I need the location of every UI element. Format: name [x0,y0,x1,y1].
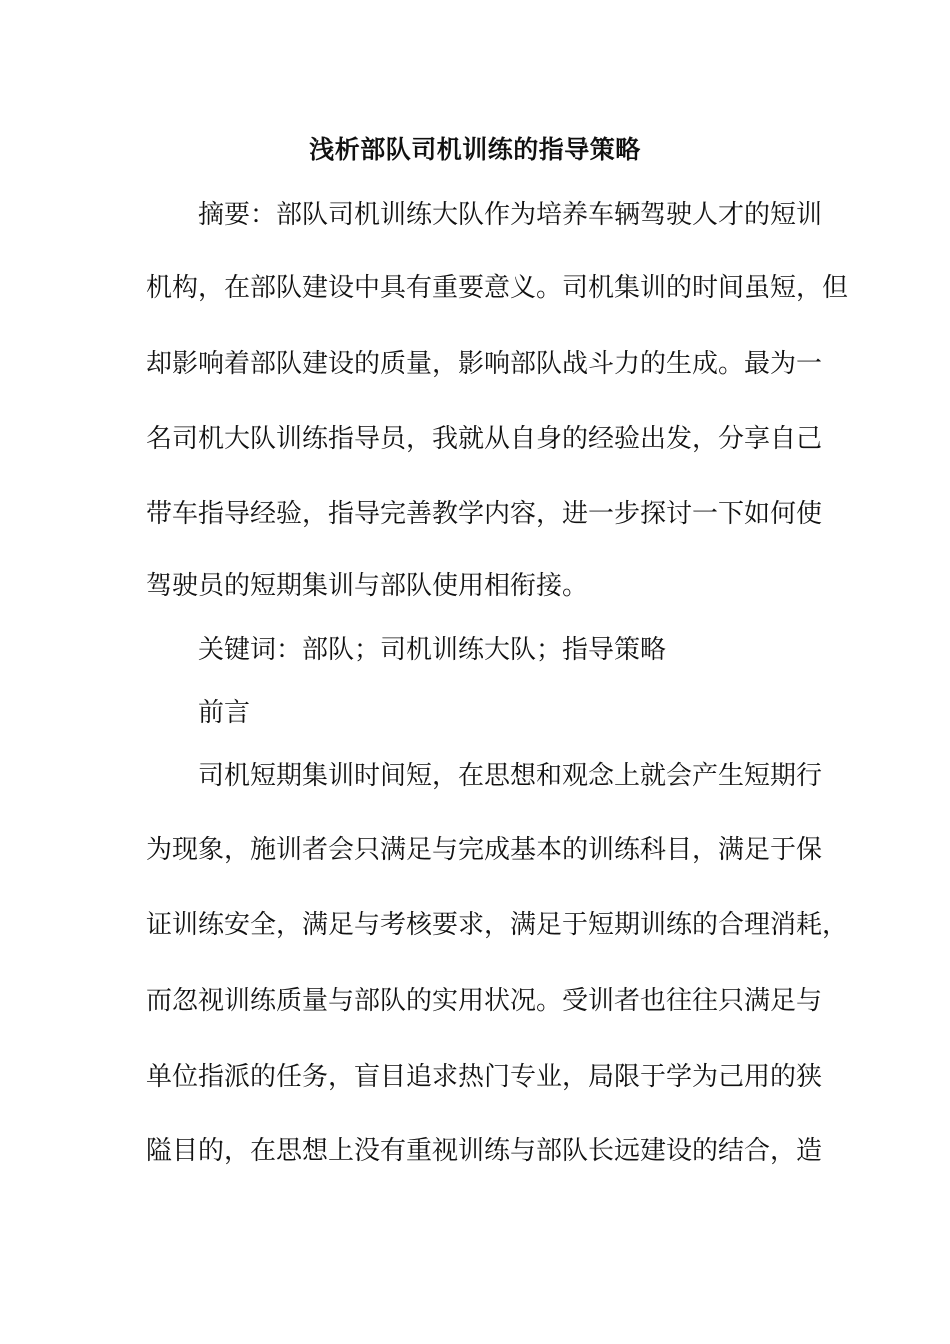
abstract-line: 机构，在部队建设中具有重要意义。司机集训的时间虽短，但 [146,273,849,303]
abstract-line: 名司机大队训练指导员，我就从自身的经验出发，分享自己 [146,424,823,454]
abstract-line: 带车指导经验，指导完善教学内容，进一步探讨一下如何使 [146,499,823,529]
abstract-line: 摘要：部队司机训练大队作为培养车辆驾驶人才的短训 [198,200,823,230]
body-line: 证训练安全，满足与考核要求，满足于短期训练的合理消耗， [146,910,849,940]
body-line: 司机短期集训时间短，在思想和观念上就会产生短期行 [198,761,823,791]
body-line: 隘目的，在思想上没有重视训练与部队长远建设的结合，造 [146,1136,823,1166]
abstract-line: 却影响着部队建设的质量，影响部队战斗力的生成。最为一 [146,349,823,379]
body-line: 单位指派的任务，盲目追求热门专业，局限于学为己用的狭 [146,1062,823,1092]
body-line: 而忽视训练质量与部队的实用状况。受训者也往往只满足与 [146,986,823,1016]
document-title: 浅析部队司机训练的指导策略 [309,135,641,164]
keywords-line: 关键词：部队；司机训练大队；指导策略 [198,635,667,665]
abstract-line: 驾驶员的短期集训与部队使用相衔接。 [146,571,589,601]
body-line: 为现象，施训者会只满足与完成基本的训练科目，满足于保 [146,835,823,865]
preface-heading: 前言 [198,698,251,728]
